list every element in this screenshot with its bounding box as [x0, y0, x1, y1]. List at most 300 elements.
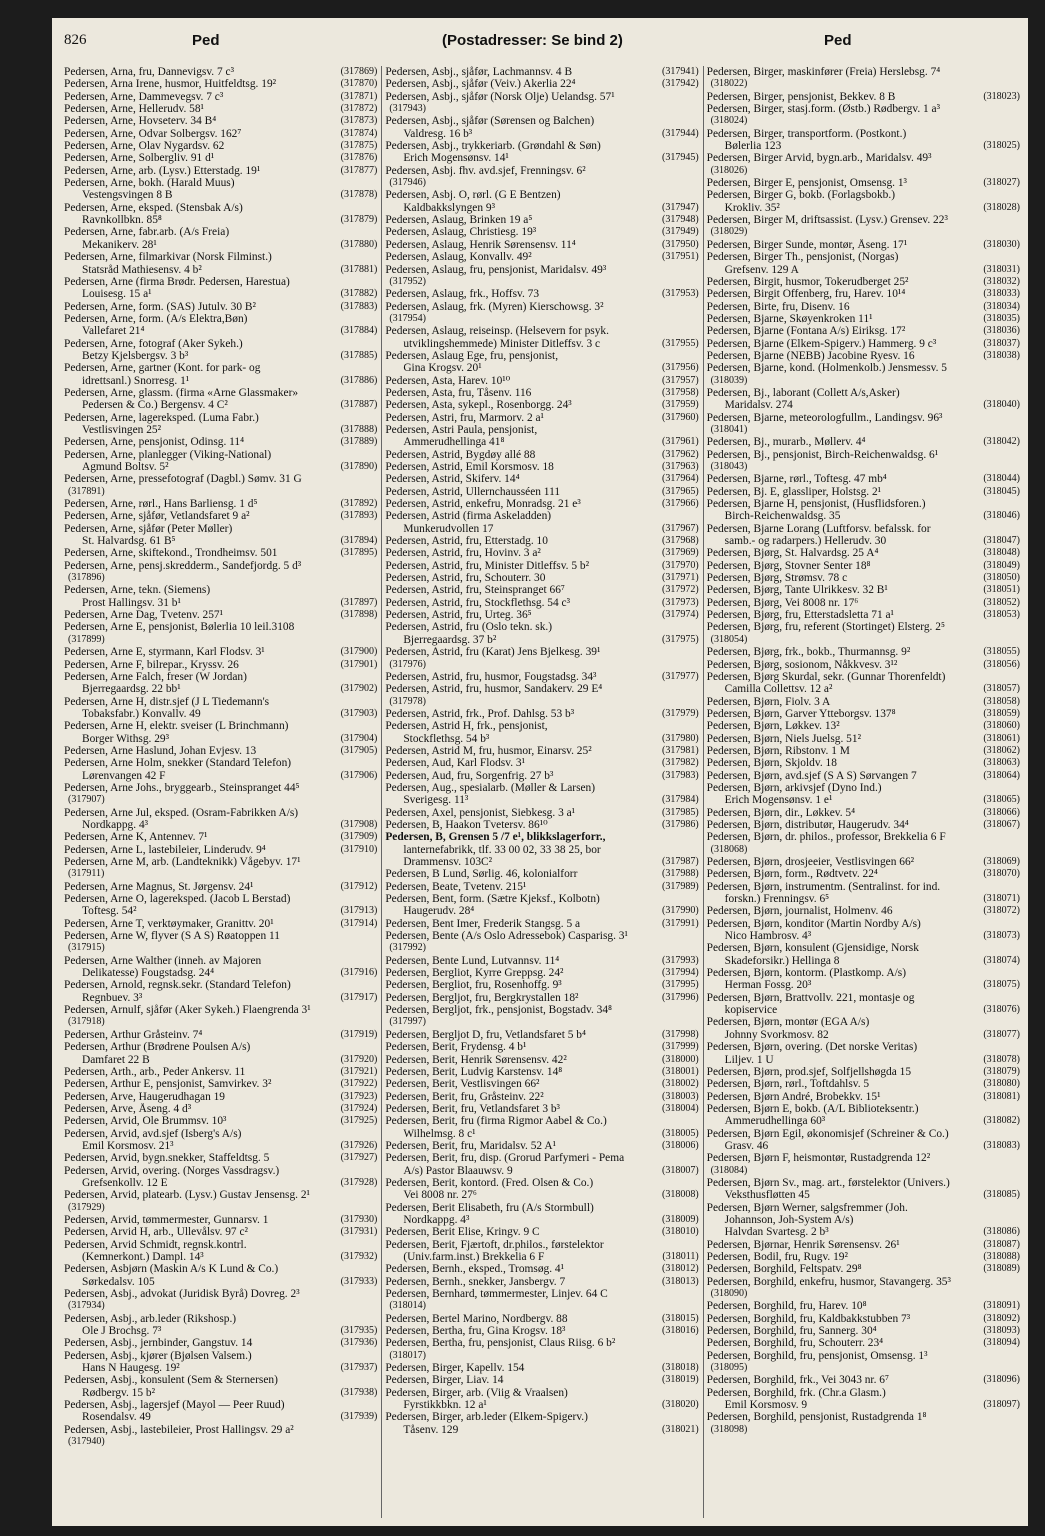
entry-text: Pedersen, Asbj. O, rørl. (G E Bentzen)	[385, 189, 561, 202]
directory-entry	[707, 1276, 1020, 1301]
entry-number: (318082)	[983, 1115, 1020, 1127]
entry-address-line	[64, 683, 377, 695]
entry-text: Pedersen, Arne Johs., bryggearb., Steinspranget 44⁵	[64, 781, 300, 794]
entry-text: Pedersen, Arne, gartner (Kont. for park- og	[64, 362, 261, 375]
entry-number: (318050)	[983, 572, 1020, 584]
entry-text: Pedersen, Astrid, fru, Minister Ditleffsv. 5 b²	[385, 559, 590, 572]
directory-entry	[64, 1103, 377, 1115]
entry-name-line	[64, 1029, 377, 1041]
entry-text: Pedersen, Bjørn, Fiolv. 3 A	[706, 695, 831, 708]
entry-name-line	[707, 942, 1020, 954]
directory-entry	[385, 646, 698, 671]
entry-text: Pedersen, Arne, Solbergliv. 91 d¹	[64, 152, 215, 165]
entry-number: (318067)	[983, 818, 1020, 830]
directory-entry	[707, 1128, 1020, 1153]
entry-number: (317963)	[661, 461, 699, 472]
entry-address-line	[707, 1399, 1020, 1411]
entry-text: Pedersen, Arne, form. (A/s Elektra,Bøn)	[64, 312, 248, 325]
directory-entry	[385, 301, 698, 326]
entry-address-line	[64, 264, 377, 276]
entry-name-line	[64, 103, 377, 115]
entry-number: (317906)	[340, 769, 378, 781]
entry-text: Pedersen, Bodil, fru, Rugv. 19²	[706, 1251, 848, 1263]
directory-entry	[64, 251, 377, 276]
directory-entry	[64, 473, 377, 498]
entry-name-line	[64, 202, 377, 214]
entry-number: (318086)	[983, 1226, 1020, 1238]
entry-number: (317990)	[661, 905, 699, 917]
directory-entry	[385, 486, 698, 498]
entry-text: Pedersen, Aslaug, reiseinsp. (Helsevern for psyk.	[385, 325, 609, 338]
entry-name-line	[385, 264, 698, 276]
entry-number: (317937)	[340, 1362, 378, 1374]
entry-text: Pedersen, Arne, Olav Nygardsv. 62	[64, 140, 225, 153]
entry-name-line	[707, 313, 1020, 325]
entry-name-line	[385, 375, 698, 387]
entry-text: Pedersen, Arne Walther (inneh. av Majoren	[64, 954, 262, 967]
entry-number: (318009)	[661, 1213, 699, 1225]
entry-text: Pedersen, Borghild, fru, Schouterr. 23⁴	[706, 1337, 884, 1350]
entry-name-line	[707, 868, 1020, 880]
entry-address-line	[707, 535, 1020, 547]
directory-entry	[707, 819, 1020, 831]
entry-name-line	[385, 992, 698, 1004]
directory-entry	[385, 350, 698, 375]
directory-entry	[385, 239, 698, 251]
entry-number: (318003)	[661, 1090, 699, 1102]
entry-text: Pedersen, Astrid, Ullernchausséen 111	[385, 485, 561, 498]
entry-number: (317890)	[340, 461, 378, 472]
entry-number: (317944)	[661, 127, 699, 139]
directory-entry	[385, 424, 698, 449]
directory-entry	[707, 177, 1020, 189]
directory-entry	[385, 1276, 698, 1288]
entry-number: (317995)	[661, 979, 699, 991]
entry-text: Pedersen, Arthur Gråsteinv. 7⁴	[64, 1028, 203, 1041]
directory-entry	[64, 1128, 377, 1153]
directory-entry	[707, 659, 1020, 671]
directory-entry	[64, 1350, 377, 1375]
directory-entry	[707, 449, 1020, 474]
entry-name-line	[707, 1152, 1020, 1164]
entry-name-line	[385, 486, 698, 498]
entry-name-line	[385, 881, 698, 893]
entry-text: Pedersen, B, Grensen 5 /7 e¹, blikkslagerforr.,	[385, 831, 606, 844]
entry-text: Pedersen, Bjørn, journalist, Holmenv. 46	[706, 905, 893, 918]
entry-text: Pedersen, Asbj., lastebileier, Prost Hallingsv. 29 a²	[64, 1423, 294, 1436]
entry-text: Pedersen, Arvid, avd.sjef (Isberg's A/s)	[64, 1127, 242, 1140]
entry-text: Pedersen, Birger Th., pensjonist, (Norgas)	[706, 251, 899, 264]
entry-number: (317961)	[661, 436, 699, 448]
entry-number: (318094)	[983, 1337, 1020, 1349]
entry-number: (317936)	[340, 1337, 378, 1349]
entry-number: (318037)	[983, 337, 1020, 349]
entry-name-line	[64, 1066, 377, 1078]
entry-number: (318049)	[983, 559, 1020, 571]
entry-text: Ammerudhellinga 41⁸	[403, 436, 505, 449]
entry-name-line	[385, 78, 698, 90]
entry-text: Pedersen, Asbj., arb.leder (Rikshosp.)	[64, 1312, 237, 1325]
entry-text: Pedersen, Borghild, frk. (Chr.a Glasm.)	[706, 1386, 886, 1399]
entry-text: Pedersen, Arnulf, sjåfør (Aker Sykeh.) Flaengrenda 3¹	[64, 1004, 311, 1017]
entry-name-line	[707, 362, 1020, 374]
entry-number: (318014)	[385, 1300, 698, 1312]
entry-name-line	[385, 115, 698, 127]
entry-text: Hans N Haugesg. 19²	[82, 1362, 180, 1375]
entry-text: Munkerudvollen 17	[403, 522, 494, 535]
entry-text: Pedersen, Bjørg Skurdal, sekr. (Gunnar Thorenfeldt)	[706, 670, 946, 683]
entry-text: Pedersen, Aslaug, Brinken 19 a⁵	[385, 214, 533, 227]
entry-number: (318096)	[983, 1374, 1020, 1386]
entry-number: (317874)	[340, 127, 378, 139]
entry-text: Pedersen, Arthur E, pensjonist, Samvirkev. 3²	[64, 1078, 272, 1091]
entry-name-line	[707, 1239, 1020, 1251]
entry-text: Grefsenkollv. 12 E	[82, 1176, 168, 1189]
entry-number: (317969)	[661, 547, 699, 559]
entry-text: Pedersen, Berit, fru, Vetlandsfaret 3 b³	[385, 1102, 560, 1115]
entry-number: (317881)	[340, 263, 378, 275]
entry-number: (318024)	[707, 115, 1020, 127]
entry-number: (318026)	[707, 165, 1020, 177]
directory-entry	[707, 1091, 1020, 1103]
entry-name-line	[707, 350, 1020, 362]
entry-text: Pedersen, Bjørn André, Brobekkv. 15¹	[706, 1090, 881, 1103]
entry-text: Pedersen, Birgit Offenberg, fru, Harev. 10¹⁴	[706, 288, 906, 301]
entry-name-line	[64, 621, 377, 633]
entry-name-line	[385, 979, 698, 991]
entry-text: Pedersen, Bente Lund, Lutvannsv. 11⁴	[385, 954, 560, 967]
directory-entry	[707, 856, 1020, 868]
directory-entry	[64, 1189, 377, 1214]
entry-number: (317947)	[661, 201, 699, 213]
entry-number: (318073)	[983, 930, 1020, 942]
directory-column-3	[703, 66, 1024, 1518]
directory-entry	[385, 1263, 698, 1275]
entry-name-line	[707, 807, 1020, 819]
entry-name-line	[707, 708, 1020, 720]
entry-number: (317949)	[661, 226, 699, 238]
entry-address-line	[707, 683, 1020, 695]
entry-name-line	[64, 1399, 377, 1411]
entry-text: Nico Hambrosv. 4³	[724, 930, 812, 943]
entry-number: (317953)	[661, 288, 699, 300]
entry-text: Pedersen, Bjørn Werner, salgsfremmer (Joh.	[706, 1201, 908, 1214]
entry-text: Pedersen, Berit, Frydensg. 4 b¹	[385, 1041, 527, 1054]
entry-text: Pedersen, Bjørg, fru, referent (Stortinget) Elsterg. 2⁵	[706, 621, 945, 634]
directory-entry	[707, 152, 1020, 177]
entry-text: Pedersen, Arne E, styrmann, Karl Flodsv. 3¹	[64, 646, 265, 659]
entry-text: kopiservice	[724, 1004, 778, 1017]
directory-entry	[64, 152, 377, 164]
entry-number: (317984)	[661, 794, 699, 806]
entry-text: Pedersen, Bjørn, distributør, Haugerudv. 34⁴	[706, 818, 909, 831]
directory-entry	[707, 708, 1020, 720]
entry-name-line	[64, 276, 377, 288]
entry-name-line	[64, 930, 377, 942]
entry-text: Pedersen, Birger, transportform. (Postkont.)	[706, 127, 907, 140]
entry-name-line	[707, 1128, 1020, 1140]
entry-name-line	[385, 1337, 698, 1349]
directory-entry	[64, 955, 377, 980]
directory-entry	[64, 523, 377, 548]
directory-entry	[385, 535, 698, 547]
entry-number: (318032)	[983, 275, 1020, 287]
entry-number: (318069)	[983, 856, 1020, 867]
entry-number: (318052)	[983, 596, 1020, 608]
entry-text: Pedersen, Aslaug Ege, fru, pensjonist,	[385, 349, 559, 362]
entry-address-line	[64, 1325, 377, 1337]
entry-text: Delikatesse) Fougstadsg. 24⁴	[82, 967, 215, 980]
directory-entry	[385, 745, 698, 757]
entry-name-line	[707, 733, 1020, 745]
entry-name-line	[707, 1300, 1020, 1312]
entry-text: Bjerregaardsg. 37 b²	[403, 633, 497, 646]
entry-text: Pedersen, Arne F, bilrepar., Kryssv. 26	[64, 658, 239, 671]
entry-text: Sørkedalsv. 105	[82, 1275, 155, 1288]
entry-text: Pedersen, Bjørg, Stovner Senter 18⁸	[706, 559, 871, 572]
directory-entry	[707, 523, 1020, 548]
entry-number: (317914)	[340, 917, 378, 929]
directory-entry	[64, 91, 377, 103]
entry-name-line	[385, 461, 698, 473]
entry-text: Regnbuev. 3³	[82, 991, 143, 1004]
entry-name-line	[64, 387, 377, 399]
entry-name-line	[64, 584, 377, 596]
entry-name-line	[707, 918, 1020, 930]
entry-number: (318089)	[983, 1263, 1020, 1275]
entry-number: (318087)	[983, 1238, 1020, 1250]
entry-name-line	[64, 226, 377, 238]
entry-text: Pedersen, Bjørn Egil, økonomisjef (Schreiner & Co.)	[706, 1127, 949, 1140]
entry-number: (318065)	[983, 794, 1020, 806]
entry-number: (318047)	[983, 535, 1020, 547]
directory-entry	[385, 671, 698, 683]
directory-entry	[707, 1387, 1020, 1412]
entry-text: forskn.) Frenningsv. 6⁵	[724, 893, 830, 906]
entry-number: (317872)	[340, 103, 378, 115]
entry-address-line	[707, 399, 1020, 411]
entry-name-line	[64, 1078, 377, 1090]
directory-entry	[64, 745, 377, 757]
entry-number: (318070)	[983, 868, 1020, 880]
entry-text: Birch-Reichenwaldsg. 35	[724, 510, 841, 523]
entry-text: Pedersen, Bente (A/s Oslo Adressebok) Casparisg. 3¹	[385, 930, 628, 943]
entry-number: (318040)	[983, 399, 1020, 411]
entry-text: Pedersen, Arne Holm, snekker (Standard Telefon)	[64, 757, 292, 770]
entry-text: Pedersen, Arne, pensjonist, Odinsg. 11⁴	[64, 436, 245, 449]
entry-name-line	[385, 226, 698, 238]
directory-entry	[385, 498, 698, 510]
entry-name-line	[385, 350, 698, 362]
entry-number: (318012)	[661, 1263, 699, 1275]
entry-number: (318085)	[983, 1189, 1020, 1201]
entry-name-line	[707, 597, 1020, 609]
entry-address-line	[707, 202, 1020, 214]
entry-name-line	[385, 918, 698, 930]
entry-number: (317903)	[340, 707, 378, 719]
entry-name-line	[385, 1288, 698, 1300]
entry-text: Pedersen, Birger, maskinfører (Freia) Herslebsg. 7⁴	[706, 66, 941, 78]
directory-entry	[385, 1115, 698, 1140]
entry-text: Pedersen, Birger, arb. (Viig & Vraalsen)	[385, 1386, 568, 1399]
entry-text: Pedersen, Asbj., lagersjef (Mayol — Peer Ruud)	[64, 1399, 285, 1412]
entry-text: Pedersen, Arne L, lastebileier, Linderudv. 9⁴	[64, 843, 266, 856]
entry-text: Pedersen, Asta, Harev. 10¹⁰	[385, 374, 511, 387]
directory-entry	[64, 659, 377, 671]
entry-text: Pedersen, Bjørn, Garver Ytteborgsv. 137⁸	[706, 707, 896, 720]
entry-number: (317933)	[340, 1275, 378, 1287]
entry-number: (318022)	[707, 78, 1020, 90]
entry-number: (317958)	[661, 386, 699, 398]
directory-entry	[707, 1374, 1020, 1386]
entry-name-line	[707, 128, 1020, 140]
entry-name-line	[385, 1374, 698, 1386]
directory-entry	[707, 770, 1020, 782]
entry-number: (318027)	[983, 177, 1020, 189]
entry-number: (317992)	[385, 942, 698, 954]
entry-name-line	[385, 1239, 698, 1251]
entry-number: (317965)	[661, 485, 699, 497]
directory-entry	[707, 671, 1020, 696]
directory-entry	[385, 412, 698, 424]
directory-entry	[64, 1066, 377, 1078]
entry-text: Pedersen, Berit, fru, Maridalsv. 52 A¹	[385, 1139, 556, 1152]
directory-entry	[707, 412, 1020, 437]
entry-text: Pedersen, Arne Jul, eksped. (Osram-Fabrikken A/s)	[64, 806, 299, 819]
directory-entry	[64, 671, 377, 696]
entry-number: (318071)	[983, 893, 1020, 905]
entry-name-line	[64, 918, 377, 930]
entry-text: Erich Mogensønsv. 14¹	[403, 152, 509, 165]
directory-entry	[707, 1337, 1020, 1349]
entry-text: St. Halvardsg. 61 B⁵	[82, 535, 176, 548]
entry-number: (317941)	[661, 66, 699, 77]
entry-text: Pedersen, Arne, Dammevegsv. 7 c³	[64, 90, 224, 103]
entry-number: (317901)	[340, 658, 378, 670]
entry-name-line	[385, 1313, 698, 1325]
entry-address-line	[707, 1140, 1020, 1152]
entry-text: Pedersen, Bjørg, Strømsv. 78 c	[706, 572, 848, 585]
entry-address-line	[64, 1054, 377, 1066]
entry-number: (318079)	[983, 1065, 1020, 1077]
entry-number: (318004)	[661, 1102, 699, 1114]
entry-number: (318057)	[983, 683, 1020, 695]
entry-number: (318066)	[983, 806, 1020, 818]
entry-text: Lørenvangen 42 F	[82, 769, 166, 782]
directory-entry	[385, 1152, 698, 1177]
entry-text: Pedersen, Asbj. fhv. avd.sjef, Frenningsv. 6²	[385, 164, 586, 177]
entry-text: Agmund Boltsv. 5²	[82, 461, 169, 473]
entry-address-line	[385, 856, 698, 868]
entry-text: Pedersen, Bjørg, St. Halvardsg. 25 A⁴	[706, 547, 879, 560]
directory-entry	[64, 856, 377, 881]
entry-text: Pedersen, Bjørn, instrumentm. (Sentralinst. for ind.	[706, 880, 941, 893]
entry-name-line	[385, 140, 698, 152]
entry-text: Pedersen, Astri Paula, pensjonist,	[385, 423, 538, 436]
entry-number: (317926)	[340, 1139, 378, 1151]
entry-text: Pedersen, Bent, form. (Sætre Kjeksf., Kolbotn)	[385, 893, 600, 906]
entry-name-line	[707, 387, 1020, 399]
entry-text: Ravnkollbkn. 85⁸	[82, 214, 162, 227]
directory-entry	[385, 510, 698, 535]
entry-number: (317928)	[340, 1176, 378, 1188]
directory-entry	[707, 276, 1020, 288]
entry-number: (317884)	[340, 325, 378, 337]
entry-text: Pedersen, Bj., murarb., Møllerv. 4⁴	[706, 436, 866, 449]
directory-entry	[707, 91, 1020, 103]
entry-address-line	[385, 523, 698, 535]
entry-number: (317954)	[385, 313, 698, 325]
directory-entry	[707, 189, 1020, 214]
directory-entry	[707, 1350, 1020, 1375]
entry-name-line	[64, 1374, 377, 1386]
entry-address-line	[385, 1424, 698, 1436]
directory-entry	[385, 1337, 698, 1362]
entry-text: Krokliv. 35²	[724, 201, 780, 214]
entry-number: (317966)	[661, 498, 699, 510]
entry-text: Pedersen, Astrid, fru, Stockflethsg. 54 c³	[385, 596, 571, 609]
entry-text: Pedersen, Asbj., sjåfør (Norsk Olje) Uelandsg. 57¹	[385, 90, 615, 103]
entry-name-line	[64, 1115, 377, 1127]
entry-text: Pedersen, Arna Irene, husmor, Huitfeldtsg. 19²	[64, 78, 277, 91]
entry-number: (317932)	[340, 1251, 378, 1262]
entry-name-line	[385, 399, 698, 411]
directory-entry	[64, 547, 377, 559]
entry-name-line	[64, 659, 377, 671]
directory-entry	[707, 572, 1020, 584]
entry-name-line	[385, 646, 698, 658]
entry-text: Pedersen, B, Haakon Tvetersv. 86¹⁰	[385, 818, 548, 831]
entry-text: Pedersen, Arne, bokh. (Harald Muus)	[64, 177, 235, 190]
entry-name-line	[385, 1078, 698, 1090]
entry-address-line	[385, 338, 698, 350]
entry-text: Pedersen, Arne E, pensjonist, Bølerlia 10 leil.3108	[64, 621, 295, 634]
entry-text: Pedersen, Axel, pensjonist, Siebkesg. 3 a¹	[385, 806, 576, 819]
entry-text: Louisesg. 15 a¹	[82, 288, 152, 301]
entry-text: Pedersen, Bjørn, form., Rødtvetv. 22⁴	[706, 868, 878, 881]
entry-number: (318031)	[983, 263, 1020, 275]
directory-entry	[707, 1016, 1020, 1041]
entry-text: Pedersen, Birte, fru, Disenv. 16	[706, 300, 850, 313]
entry-number: (318091)	[983, 1300, 1020, 1312]
entry-number: (317952)	[385, 276, 698, 288]
entry-number: (317993)	[661, 954, 699, 966]
entry-number: (317888)	[340, 423, 378, 435]
entry-address-line	[64, 535, 377, 547]
entry-text: Pedersen, Astri, fru, Marmorv. 2 a¹	[385, 411, 544, 424]
entry-text: Nordkappg. 4³	[403, 1213, 470, 1226]
entry-number: (317870)	[340, 78, 378, 90]
entry-name-line	[64, 523, 377, 535]
entry-name-line	[707, 646, 1020, 658]
entry-name-line	[385, 1362, 698, 1374]
entry-name-line	[64, 609, 377, 621]
entry-name-line	[64, 498, 377, 510]
entry-address-line	[707, 979, 1020, 991]
directory-entry	[707, 905, 1020, 917]
entry-text: Ammerudhellinga 60³	[724, 1115, 826, 1128]
entry-number: (317951)	[661, 251, 699, 263]
entry-text: Vestlisvingen 25²	[82, 423, 162, 436]
entry-number: (317930)	[340, 1213, 378, 1225]
directory-entry	[707, 473, 1020, 485]
entry-text: Ole J Brochsg. 7³	[82, 1325, 162, 1338]
entry-address-line	[64, 350, 377, 362]
entry-name-line	[707, 782, 1020, 794]
directory-entry	[707, 66, 1020, 91]
entry-address-line	[64, 461, 377, 473]
entry-text: Tåsenv. 129	[403, 1423, 459, 1436]
